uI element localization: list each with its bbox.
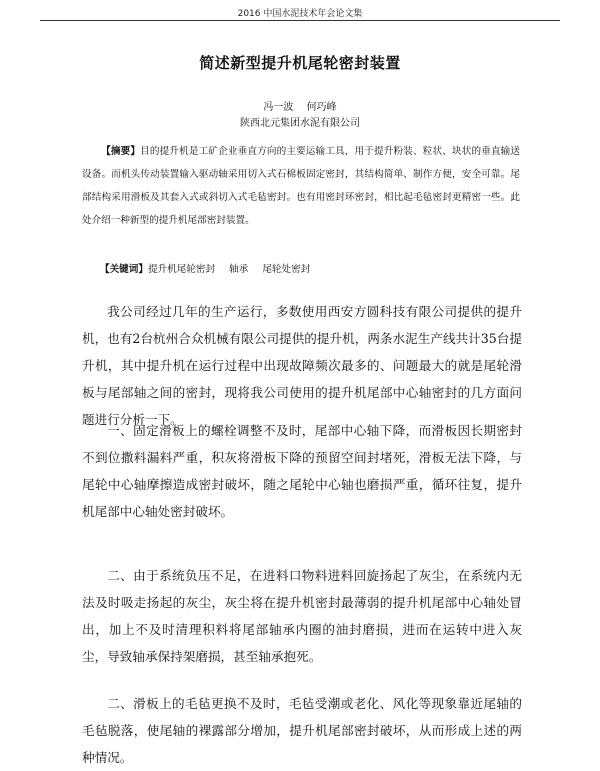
abstract — [82, 140, 520, 232]
paper-title: 简述新型提升机尾轮密封装置 — [199, 54, 401, 72]
author-name: 冯一波 — [263, 102, 294, 113]
abstract-label: 【摘要】 — [101, 146, 141, 157]
keyword: 轴承 — [229, 264, 249, 275]
keywords — [100, 262, 520, 278]
body-paragraph: 二、滑板上的毛毡更换不及时，毛毡受潮或老化、风化等现象靠近尾轴的毛毡脱落，使尾轴的裸露部分增加，提升机尾部密封破坏，从而形成上述的两种情况。 — [82, 695, 522, 765]
running-header: 2016 中国水泥技术年会论文集 — [237, 9, 363, 19]
author-affiliation: 陕西北元集团水泥有限公司 — [240, 118, 360, 129]
keywords-label: 【关键词】 — [100, 264, 148, 275]
body-paragraph: 二、由于系统负压不足，在进料口物料进料回旋扬起了灰尘，在系统内无法及时吸走扬起的灰尘，灰尘将在提升机密封最薄弱的提升机尾部中心轴处冒出，加上不及时清理积料将尾部轴承内圈的油封磨损，进而在运转中进入灰尘，导致轴承保持架磨损，甚至轴承抱死。 — [82, 567, 522, 664]
body-paragraph: 我公司经过几年的生产运行，多数使用西安方圆科技有限公司提供的提升机，也有2台杭州合众机械有限公司提供的提升机，两条水泥生产线共计35台提升机，其中提升机在运行过程中出现故障频次最多的、问题最大的就是尾轮滑板与尾部轴之间的密封，现将我公司使用的提升机尾部中心轴密封的几方面问题进行分析一下。 — [82, 303, 522, 427]
keyword: 提升机尾轮密封 — [147, 264, 216, 275]
author-name: 何巧峰 — [306, 102, 337, 113]
header-rule — [40, 20, 560, 21]
abstract-text: 目的提升机是工矿企业垂直方向的主要运输工具，用于提升粉装、粒状、块状的垂直输送设备。而机头传动装置输入驱动轴采用切入式石棉板固定密封，其结构简单、制作方便，安全可靠。尾部结构采用滑板及其套入式或斜切入式毛毡密封。也有用密封环密封，相比起毛毡密封更精密一些。此处介绍一种新型的提升机尾部密封装置。 — [82, 146, 521, 226]
author-list — [0, 98, 600, 113]
keyword: 尾轮处密封 — [262, 264, 311, 275]
body-paragraph: 一、固定滑板上的螺栓调整不及时，尾部中心轴下降，而滑板因长期密封不到位撒料漏料严重，积灰将滑板下降的预留空间封堵死，滑板无法下降，与尾轮中心轴摩擦造成密封破坏，随之尾轮中心轴也磨损严重，循环往复，提升机尾部中心轴处密封破坏。 — [82, 422, 522, 519]
